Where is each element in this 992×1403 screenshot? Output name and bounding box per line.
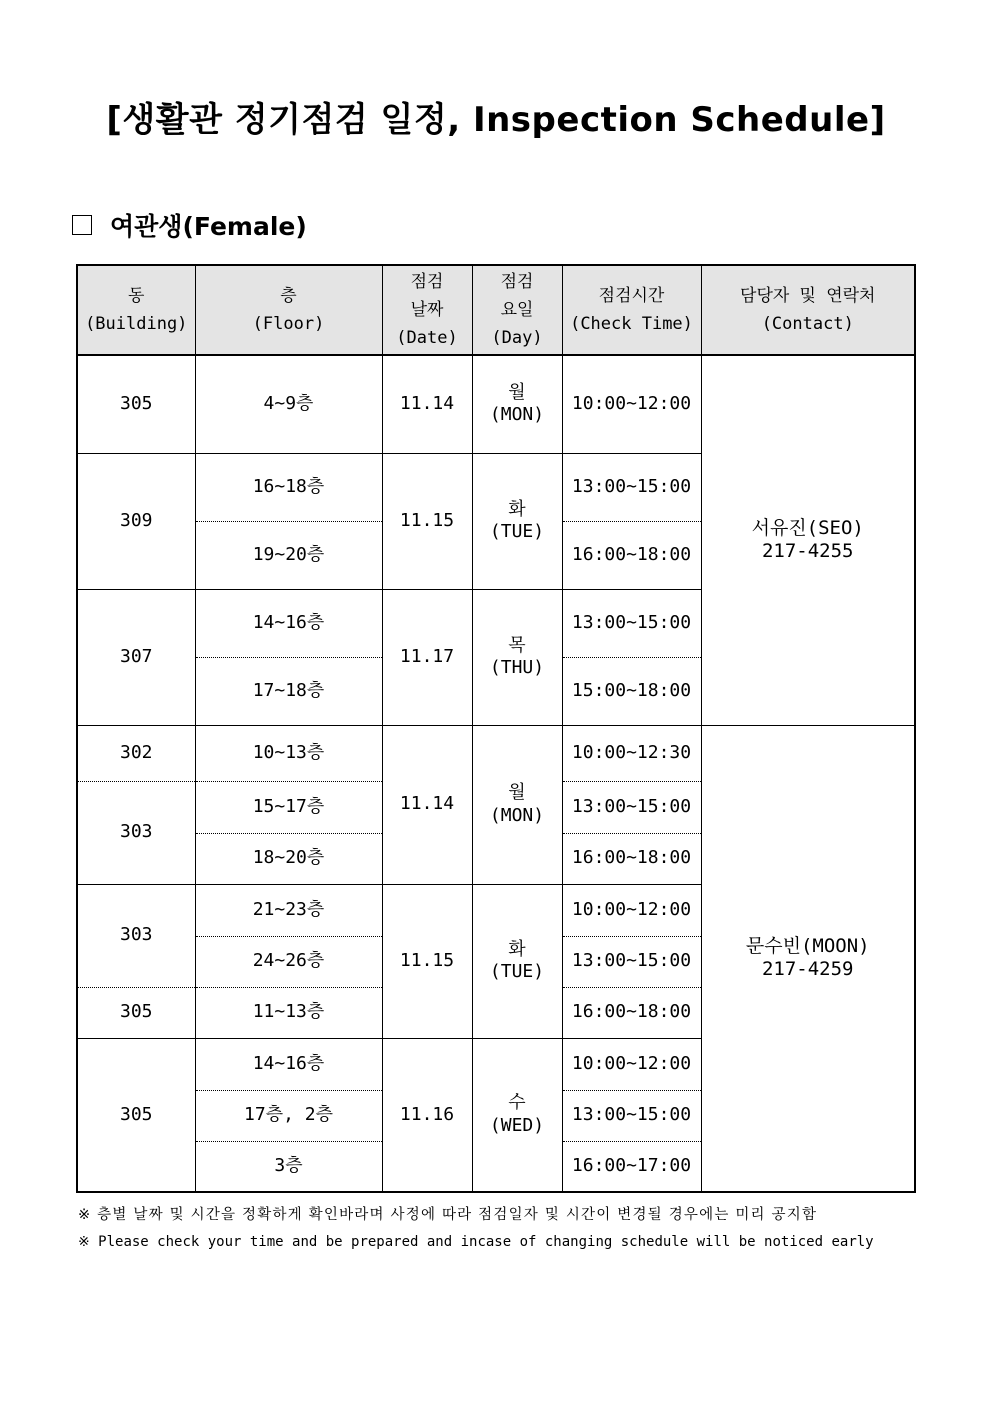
day-cell: 수 (WED) bbox=[472, 1038, 562, 1192]
time-cell: 10:00~12:30 bbox=[562, 725, 701, 781]
day-cell: 화 (TUE) bbox=[472, 884, 562, 1038]
time-cell: 13:00~15:00 bbox=[562, 453, 701, 521]
note-korean: ※ 층별 날짜 및 시간을 정확하게 확인바라며 사정에 따라 점검일자 및 시간이 변경될 경우에는 미리 공지함 bbox=[78, 1207, 818, 1223]
checkbox-square-icon bbox=[72, 215, 92, 235]
building-cell: 305 bbox=[77, 355, 195, 453]
building-cell: 309 bbox=[77, 453, 195, 589]
section-label: 여관생(Female) bbox=[110, 212, 307, 241]
header-check-time: 점검시간 (Check Time) bbox=[562, 265, 701, 355]
floor-cell: 11~13층 bbox=[195, 987, 382, 1038]
time-cell: 16:00~18:00 bbox=[562, 833, 701, 884]
header-day: 점검 요일 (Day) bbox=[472, 265, 562, 355]
time-cell: 10:00~12:00 bbox=[562, 884, 701, 936]
building-cell: 307 bbox=[77, 589, 195, 725]
floor-cell: 17~18층 bbox=[195, 657, 382, 725]
header-contact: 담당자 및 연락처 (Contact) bbox=[701, 265, 915, 355]
table-header-row bbox=[77, 265, 915, 355]
building-cell: 302 bbox=[77, 725, 195, 781]
page-title: [생활관 정기점검 일정, Inspection Schedule] bbox=[106, 100, 886, 140]
floor-cell: 3층 bbox=[195, 1141, 382, 1192]
floor-cell: 10~13층 bbox=[195, 725, 382, 781]
date-cell: 11.14 bbox=[382, 725, 472, 884]
floor-cell: 19~20층 bbox=[195, 521, 382, 589]
table-row bbox=[77, 725, 915, 781]
day-cell: 화 (TUE) bbox=[472, 453, 562, 589]
time-cell: 16:00~18:00 bbox=[562, 521, 701, 589]
note-english: ※ Please check your time and be prepared and incase of changing schedule will be noticed early bbox=[78, 1234, 874, 1250]
date-cell: 11.15 bbox=[382, 453, 472, 589]
building-cell: 305 bbox=[77, 987, 195, 1038]
time-cell: 10:00~12:00 bbox=[562, 1038, 701, 1090]
floor-cell: 15~17층 bbox=[195, 781, 382, 833]
day-cell: 월 (MON) bbox=[472, 355, 562, 453]
floor-cell: 16~18층 bbox=[195, 453, 382, 521]
time-cell: 10:00~12:00 bbox=[562, 355, 701, 453]
floor-cell: 17층, 2층 bbox=[195, 1090, 382, 1141]
time-cell: 13:00~15:00 bbox=[562, 781, 701, 833]
day-cell: 월 (MON) bbox=[472, 725, 562, 884]
date-cell: 11.17 bbox=[382, 589, 472, 725]
day-cell: 목 (THU) bbox=[472, 589, 562, 725]
inspection-schedule-table bbox=[76, 264, 916, 1193]
floor-cell: 14~16층 bbox=[195, 589, 382, 657]
contact-cell-seo: 서유진(SEO) 217-4255 bbox=[701, 355, 915, 725]
floor-cell: 4~9층 bbox=[195, 355, 382, 453]
date-cell: 11.15 bbox=[382, 884, 472, 1038]
building-cell: 303 bbox=[77, 781, 195, 884]
section-heading bbox=[72, 208, 307, 242]
floor-cell: 14~16층 bbox=[195, 1038, 382, 1090]
floor-cell: 24~26층 bbox=[195, 936, 382, 987]
time-cell: 13:00~15:00 bbox=[562, 936, 701, 987]
date-cell: 11.16 bbox=[382, 1038, 472, 1192]
date-cell: 11.14 bbox=[382, 355, 472, 453]
time-cell: 16:00~18:00 bbox=[562, 987, 701, 1038]
floor-cell: 21~23층 bbox=[195, 884, 382, 936]
building-cell: 305 bbox=[77, 1038, 195, 1192]
table-row bbox=[77, 355, 915, 453]
contact-cell-moon: 문수빈(MOON) 217-4259 bbox=[701, 725, 915, 1192]
header-date: 점검 날짜 (Date) bbox=[382, 265, 472, 355]
time-cell: 16:00~17:00 bbox=[562, 1141, 701, 1192]
time-cell: 15:00~18:00 bbox=[562, 657, 701, 725]
time-cell: 13:00~15:00 bbox=[562, 1090, 701, 1141]
header-floor: 층 (Floor) bbox=[195, 265, 382, 355]
building-cell: 303 bbox=[77, 884, 195, 987]
time-cell: 13:00~15:00 bbox=[562, 589, 701, 657]
header-building: 동 (Building) bbox=[77, 265, 195, 355]
floor-cell: 18~20층 bbox=[195, 833, 382, 884]
